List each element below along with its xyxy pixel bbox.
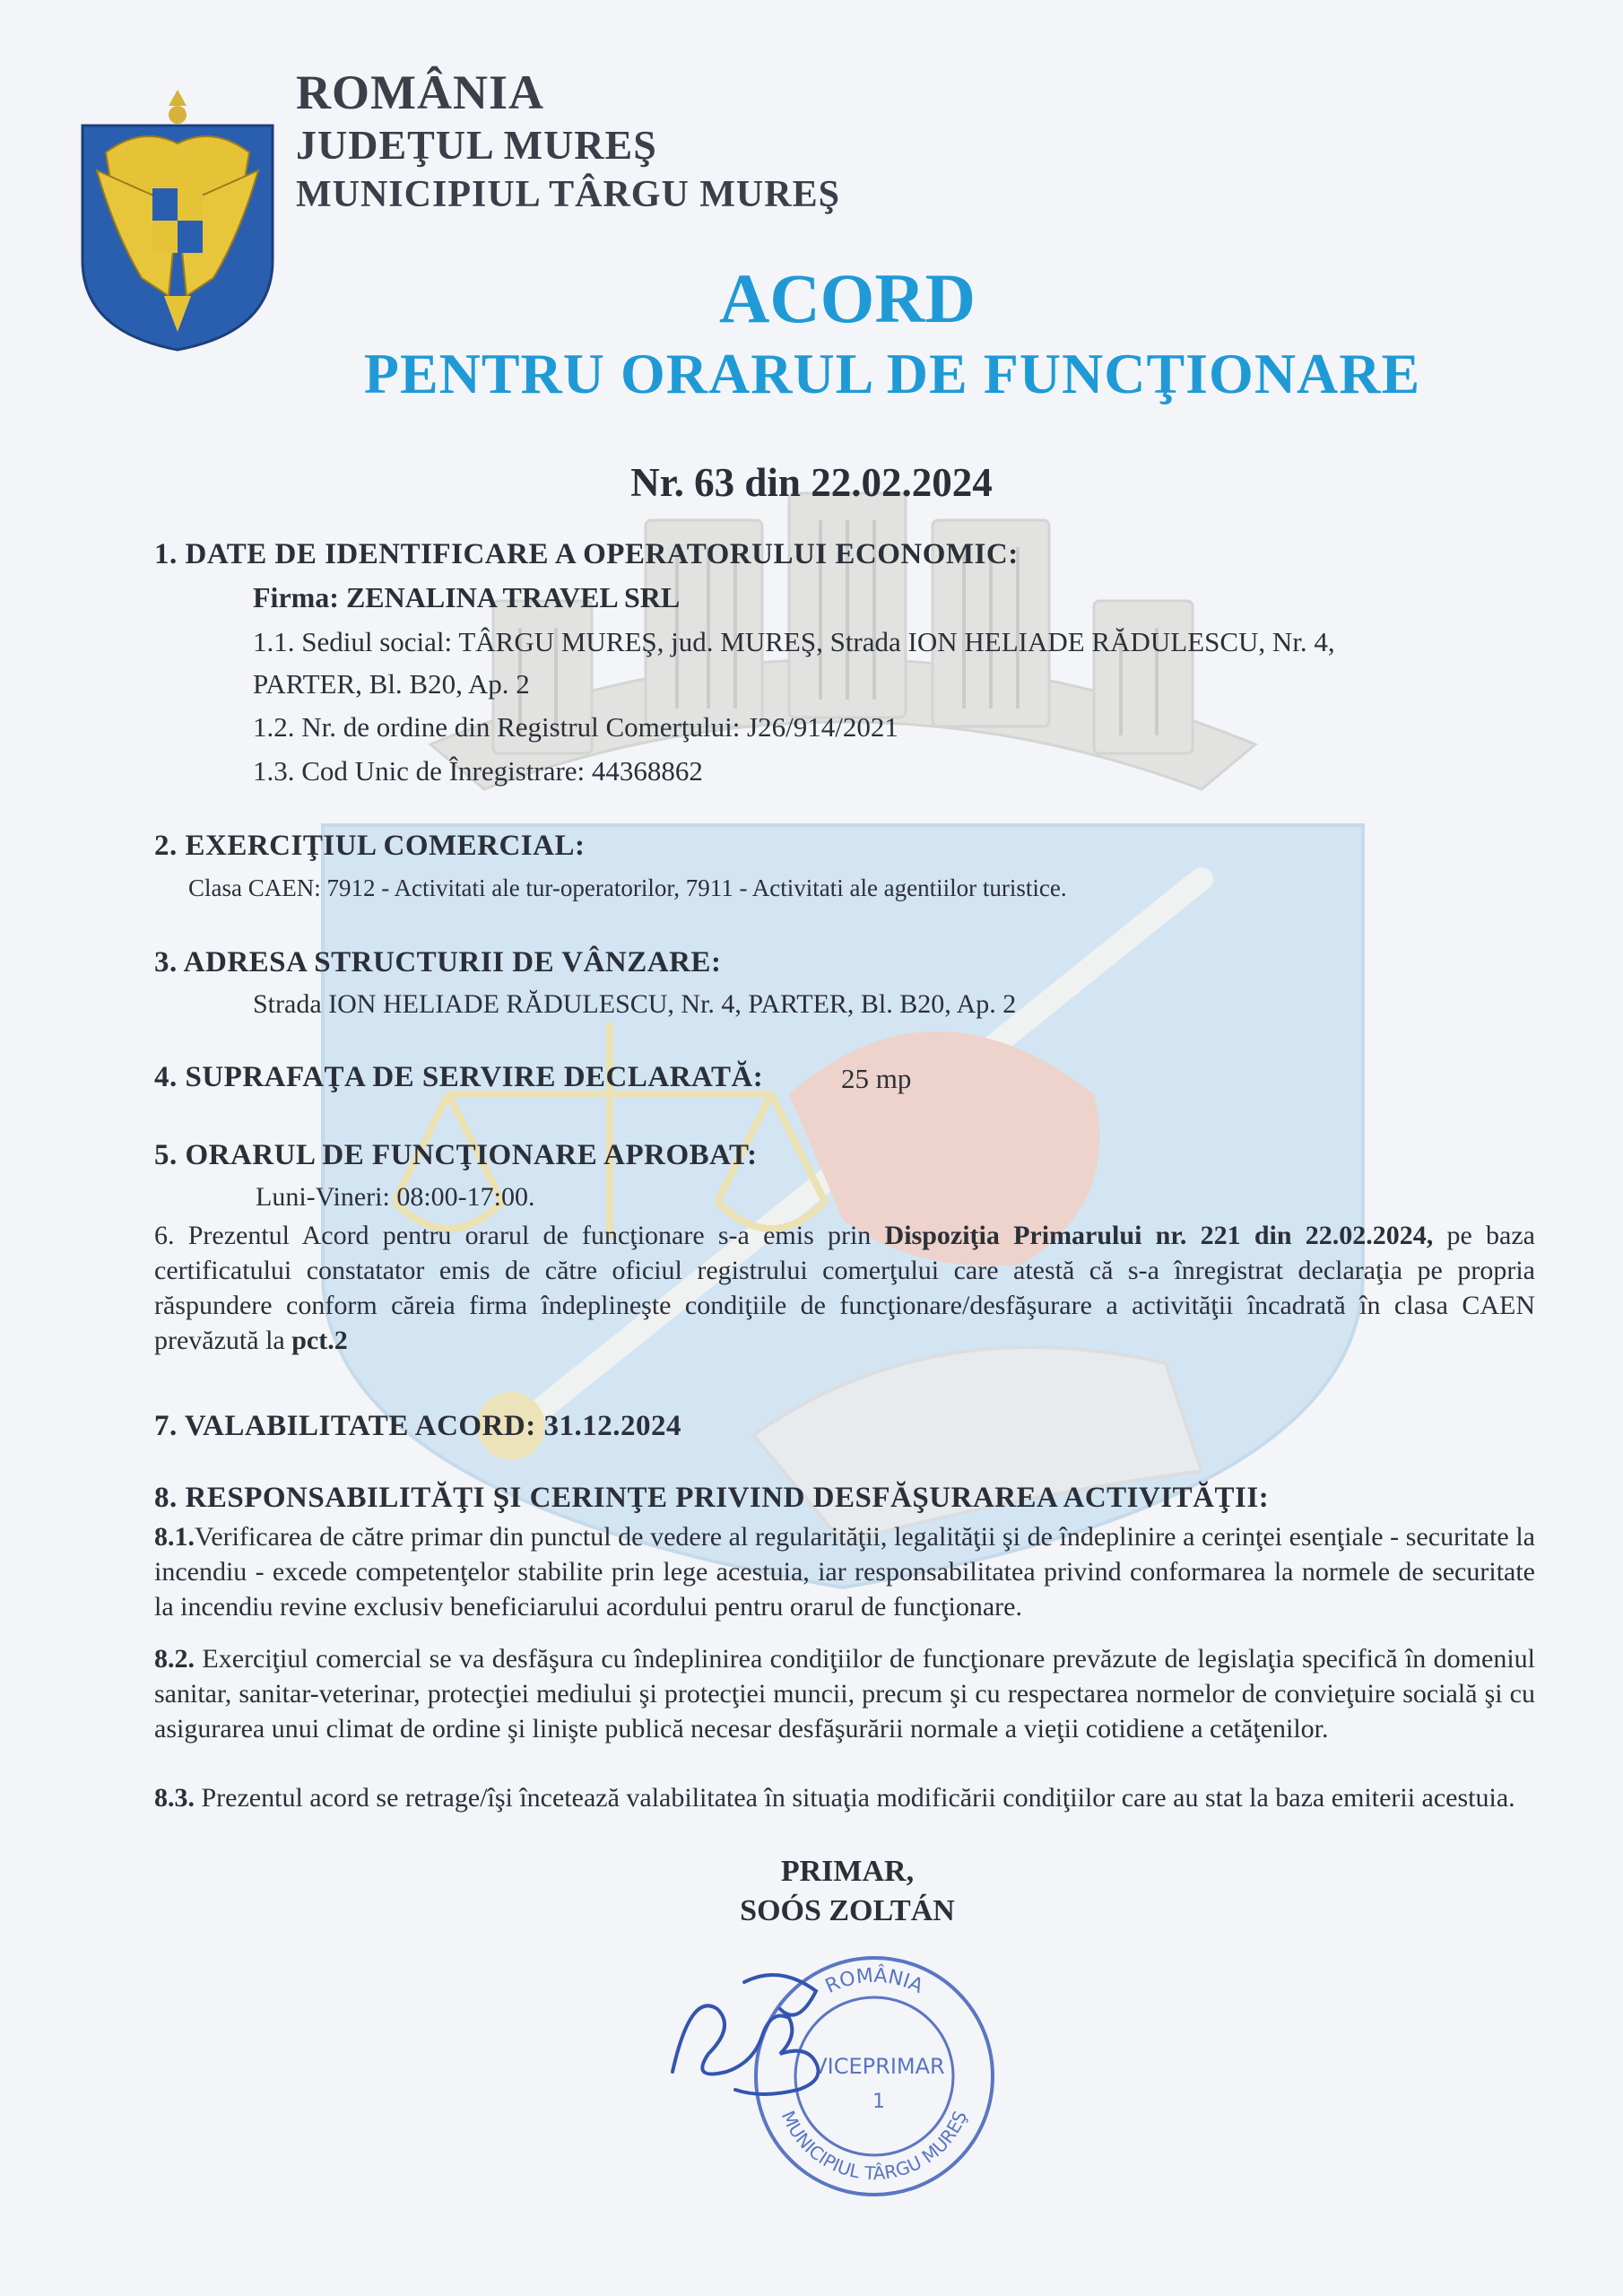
section-8-1-text: Verificarea de către primar din punctul de vedere al regularităţii, legalităţii şi de îndeplinire a cerinţei esenţiale - securitate la incendiu - excede competenţelor stabilite prin lege acestuia, iar responsabilitatea privind conformarea la normele de securitate la incendiu revine exclusiv beneficiarului acordului pentru orarul de funcţionare. [154, 1522, 1535, 1622]
sales-structure-address: Strada ION HELIADE RĂDULESCU, Nr. 4, PARTER, Bl. B20, Ap. 2 [253, 989, 1017, 1019]
firm-name: Firma: ZENALINA TRAVEL SRL [253, 581, 681, 613]
section-8-1-number: 8.1. [154, 1522, 195, 1552]
section-1-heading: 1. DATE DE IDENTIFICARE A OPERATORULUI ECONOMIC: [154, 538, 1019, 570]
svg-text:VICEPRIMAR: VICEPRIMAR [812, 2054, 945, 2079]
document-title: ACORD [719, 259, 976, 337]
signatory-role: PRIMAR, [780, 1855, 915, 1888]
unique-registration-code: 1.3. Cod Unic de Înregistrare: 44368862 [253, 755, 703, 787]
section-8-2-paragraph [154, 1641, 1535, 1746]
section-8-3-paragraph [154, 1780, 1535, 1815]
section-7-heading: 7. VALABILITATE ACORD: 31.12.2024 [154, 1410, 681, 1442]
approved-schedule: Luni-Vineri: 08:00-17:00. [256, 1182, 535, 1212]
section-8-2-text: Exerciţiul comercial se va desfăşura cu îndeplinirea condiţiilor de funcţionare prevăzute de legislaţia specifică în domeniul sanitar, sanitar-veterinar, protecţiei mediului şi protecţiei muncii, precum şi cu respectarea normelor de convieţuire socială şi cu asigurarea unui climat de ordine şi linişte publică necesar desfăşurării normale a vieţii cotidiene a cetăţenilor. [154, 1644, 1535, 1744]
section-5-heading: 5. ORARUL DE FUNCŢIONARE APROBAT: [154, 1139, 758, 1171]
section-8-heading: 8. RESPONSABILITĂŢI ŞI CERINŢE PRIVIND DESFĂŞURAREA ACTIVITĂŢII: [154, 1482, 1270, 1514]
section-4-heading: 4. SUPRAFAŢA DE SERVIRE DECLARATĂ: [154, 1061, 764, 1093]
section-2-heading: 2. EXERCIŢIUL COMERCIAL: [154, 830, 586, 862]
svg-text:ROMÂNIA: ROMÂNIA [821, 1964, 927, 1999]
trade-register-number: 1.2. Nr. de ordine din Registrul Comerţului: J26/914/2021 [253, 711, 898, 743]
signatory-name: SOÓS ZOLTÁN [740, 1894, 955, 1927]
document-number: Nr. 63 din 22.02.2024 [630, 460, 993, 505]
caen-class: Clasa CAEN: 7912 - Activitati ale tur-operatorilor, 7911 - Activitati ale agentiilor turistice. [188, 874, 1067, 901]
registered-office-line-2: PARTER, Bl. B20, Ap. 2 [253, 668, 530, 700]
section-8-3-number: 8.3. [154, 1783, 195, 1813]
header-country: ROMÂNIA [296, 65, 544, 119]
declared-area-value: 25 mp [841, 1063, 912, 1094]
svg-text:1: 1 [872, 2091, 885, 2113]
header-county: JUDEŢUL MUREŞ [296, 122, 657, 168]
section-8-2-number: 8.2. [154, 1644, 195, 1674]
section-8-1-paragraph [154, 1519, 1535, 1624]
section-3-heading: 3. ADRESA STRUCTURII DE VÂNZARE: [154, 946, 722, 978]
handwritten-signature [655, 1955, 852, 2108]
section-6-paragraph [154, 1218, 1535, 1358]
section-6-disposition: Dispoziţia Primarului nr. 221 din 22.02.2024, [884, 1221, 1434, 1250]
document-subtitle: PENTRU ORARUL DE FUNCŢIONARE [363, 342, 1421, 405]
header-municipality: MUNICIPIUL TÂRGU MUREŞ [296, 174, 840, 215]
registered-office-line-1: 1.1. Sediul social: TÂRGU MUREŞ, jud. MUREŞ, Strada ION HELIADE RĂDULESCU, Nr. 4, [253, 626, 1335, 657]
section-6-text-1: 6. Prezentul Acord pentru orarul de funcţionare s-a emis prin [154, 1221, 885, 1250]
svg-text:MUNICIPIUL TÂRGU MUREŞ: MUNICIPIUL TÂRGU MUREŞ [777, 2107, 972, 2185]
section-8-3-text: Prezentul acord se retrage/îşi încetează valabilitatea în situaţia modificării condiţiilor care au stat la baza emiterii acestuia. [195, 1783, 1515, 1813]
section-6-text-2: pe baza certificatului constatator emis de către oficiul registrului comerţului care atestă că s-a înregistrat declaraţia pe propria răspundere conform căreia firma îndeplineşte condiţiile de funcţionare/desfăşurare a activităţii încadrată în clasa CAEN prevăzută la [154, 1221, 1535, 1355]
section-6-point-ref: pct.2 [291, 1326, 348, 1355]
